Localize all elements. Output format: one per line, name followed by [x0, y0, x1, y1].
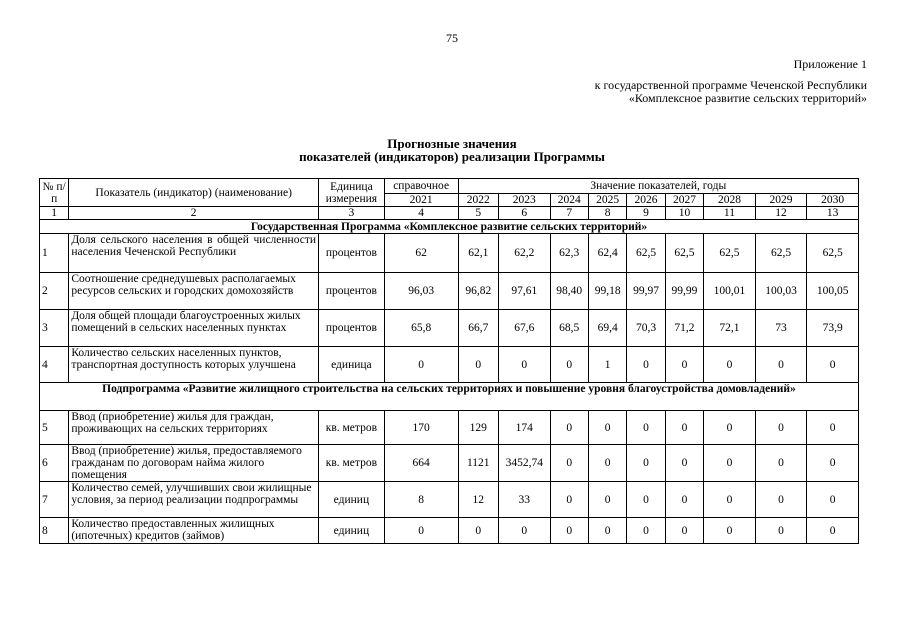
- year-value: 0: [458, 347, 498, 383]
- year-value: 62,5: [755, 234, 807, 273]
- table-row: [40, 482, 859, 518]
- table-row: [40, 347, 859, 383]
- year-value: 62,5: [665, 234, 703, 273]
- year-value: 0: [807, 482, 859, 518]
- indicator-name: Количество предоставленных жилищных (ипотечных) кредитов (займов): [69, 518, 319, 544]
- year-value: 0: [704, 482, 756, 518]
- year-value: 0: [550, 518, 588, 544]
- year-value: 0: [665, 347, 703, 383]
- year-value: 0: [588, 411, 626, 445]
- ref-value: 62: [384, 234, 458, 273]
- appendix-block: [595, 58, 867, 105]
- column-number: 2: [69, 207, 319, 220]
- year-value: 0: [588, 445, 626, 482]
- year-value: 96,82: [458, 273, 498, 310]
- indicator-name: Соотношение среднедушевых располагаемых ресурсов сельских и городских домохозяйств: [69, 273, 319, 310]
- table-row: [40, 310, 859, 347]
- year-value: 0: [498, 518, 550, 544]
- column-number: 8: [588, 207, 626, 220]
- year-value: 69,4: [588, 310, 626, 347]
- column-number: 13: [807, 207, 859, 220]
- ref-value: 0: [384, 518, 458, 544]
- year-value: 0: [755, 482, 807, 518]
- column-number: 12: [755, 207, 807, 220]
- header-name: Показатель (индикатор) (наименование): [69, 179, 319, 207]
- column-number: 7: [550, 207, 588, 220]
- year-value: 97,61: [498, 273, 550, 310]
- row-number: 4: [40, 347, 69, 383]
- year-value: 72,1: [704, 310, 756, 347]
- year-value: 0: [627, 347, 665, 383]
- header-year: 2028: [704, 194, 756, 207]
- year-value: 62,2: [498, 234, 550, 273]
- year-value: 0: [665, 445, 703, 482]
- year-value: 0: [704, 411, 756, 445]
- table-row: [40, 411, 859, 445]
- title-line-1: Прогнозные значения: [387, 136, 517, 151]
- year-value: 0: [627, 445, 665, 482]
- header-values-group: Значение показателей, годы: [458, 179, 858, 194]
- ref-value: 170: [384, 411, 458, 445]
- row-number: 2: [40, 273, 69, 310]
- document-title: [0, 137, 904, 163]
- ref-value: 0: [384, 347, 458, 383]
- year-value: 3452,74: [498, 445, 550, 482]
- column-number: 11: [704, 207, 756, 220]
- year-value: 0: [588, 518, 626, 544]
- year-value: 0: [665, 411, 703, 445]
- year-value: 73,9: [807, 310, 859, 347]
- year-value: 62,4: [588, 234, 626, 273]
- year-value: 0: [627, 411, 665, 445]
- year-value: 100,05: [807, 273, 859, 310]
- year-value: 0: [627, 482, 665, 518]
- ref-value: 65,8: [384, 310, 458, 347]
- subprogram-title: Подпрограмма «Развитие жилищного строительства на сельских территориях и повышение уровня благоустройства домовладений»: [40, 383, 859, 411]
- column-number: 4: [384, 207, 458, 220]
- row-number: 1: [40, 234, 69, 273]
- program-title: Государственная Программа «Комплексное развитие сельских территорий»: [40, 220, 859, 234]
- year-value: 0: [755, 445, 807, 482]
- year-value: 0: [807, 518, 859, 544]
- column-number: 6: [498, 207, 550, 220]
- unit-cell: единиц: [319, 518, 385, 544]
- unit-cell: кв. метров: [319, 411, 385, 445]
- year-value: 0: [498, 347, 550, 383]
- year-value: 66,7: [458, 310, 498, 347]
- year-value: 174: [498, 411, 550, 445]
- appendix-line-2: «Комплексное развитие сельских территорий»: [628, 91, 867, 105]
- row-number: 6: [40, 445, 69, 482]
- ref-value: 664: [384, 445, 458, 482]
- column-number: 10: [665, 207, 703, 220]
- header-ref-year: 2021: [384, 194, 458, 207]
- unit-cell: процентов: [319, 310, 385, 347]
- year-value: 0: [704, 445, 756, 482]
- year-value: 62,5: [627, 234, 665, 273]
- unit-cell: единица: [319, 347, 385, 383]
- year-value: 0: [458, 518, 498, 544]
- indicators-table: [39, 178, 859, 544]
- year-value: 99,18: [588, 273, 626, 310]
- program-row: [40, 220, 859, 234]
- indicator-name: Ввод (приобретение) жилья, предоставляемого гражданам по договорам найма жилого помещения: [69, 445, 319, 482]
- year-value: 0: [588, 482, 626, 518]
- ref-value: 96,03: [384, 273, 458, 310]
- table-row: [40, 273, 859, 310]
- header-year: 2025: [588, 194, 626, 207]
- indicator-name: Количество сельских населенных пунктов, транспортная доступность которых улучшена: [69, 347, 319, 383]
- unit-cell: процентов: [319, 273, 385, 310]
- indicator-name: Доля общей площади благоустроенных жилых помещений в сельских населенных пунктах: [69, 310, 319, 347]
- year-value: 99,97: [627, 273, 665, 310]
- indicator-name: Ввод (приобретение) жилья для граждан, проживающих на сельских территориях: [69, 411, 319, 445]
- column-number: 5: [458, 207, 498, 220]
- appendix-title: Приложение 1: [793, 57, 867, 71]
- header-unit: Единица измерения: [319, 179, 385, 207]
- year-value: 68,5: [550, 310, 588, 347]
- title-line-2: показателей (индикаторов) реализации Программы: [299, 149, 605, 164]
- header-year: 2029: [755, 194, 807, 207]
- unit-cell: кв. метров: [319, 445, 385, 482]
- year-value: 62,5: [807, 234, 859, 273]
- year-value: 0: [807, 347, 859, 383]
- row-number: 7: [40, 482, 69, 518]
- year-value: 0: [755, 411, 807, 445]
- year-value: 62,1: [458, 234, 498, 273]
- year-value: 99,99: [665, 273, 703, 310]
- header-ref-label: справочное: [384, 179, 458, 194]
- year-value: 0: [550, 411, 588, 445]
- year-value: 0: [550, 482, 588, 518]
- year-value: 62,5: [704, 234, 756, 273]
- header-year: 2026: [627, 194, 665, 207]
- column-numbers-row: [40, 207, 859, 220]
- indicator-name: Доля сельского населения в общей численности населения Чеченской Республики: [69, 234, 319, 273]
- year-value: 0: [627, 518, 665, 544]
- year-value: 0: [550, 445, 588, 482]
- year-value: 0: [704, 347, 756, 383]
- year-value: 33: [498, 482, 550, 518]
- year-value: 0: [665, 482, 703, 518]
- header-year: 2027: [665, 194, 703, 207]
- subprogram-row: [40, 383, 859, 411]
- year-value: 98,40: [550, 273, 588, 310]
- year-value: 0: [755, 518, 807, 544]
- header-year: 2023: [498, 194, 550, 207]
- year-value: 1: [588, 347, 626, 383]
- header-year: 2024: [550, 194, 588, 207]
- row-number: 5: [40, 411, 69, 445]
- year-value: 0: [807, 445, 859, 482]
- year-value: 100,03: [755, 273, 807, 310]
- year-value: 0: [550, 347, 588, 383]
- indicator-name: Количество семей, улучшивших свои жилищные условия, за период реализации подпрограммы: [69, 482, 319, 518]
- column-number: 1: [40, 207, 69, 220]
- header-year: 2030: [807, 194, 859, 207]
- header-row-1: [40, 179, 859, 194]
- table-row: [40, 234, 859, 273]
- year-value: 73: [755, 310, 807, 347]
- year-value: 67,6: [498, 310, 550, 347]
- year-value: 0: [665, 518, 703, 544]
- year-value: 129: [458, 411, 498, 445]
- appendix-line-1: к государственной программе Чеченской Республики: [594, 78, 867, 92]
- header-year: 2022: [458, 194, 498, 207]
- year-value: 62,3: [550, 234, 588, 273]
- unit-cell: единиц: [319, 482, 385, 518]
- column-number: 9: [627, 207, 665, 220]
- year-value: 70,3: [627, 310, 665, 347]
- year-value: 100,01: [704, 273, 756, 310]
- year-value: 0: [704, 518, 756, 544]
- page-number: 75: [446, 31, 458, 45]
- table-row: [40, 445, 859, 482]
- table-body: [40, 179, 859, 544]
- year-value: 12: [458, 482, 498, 518]
- row-number: 3: [40, 310, 69, 347]
- row-number: 8: [40, 518, 69, 544]
- unit-cell: процентов: [319, 234, 385, 273]
- year-value: 0: [755, 347, 807, 383]
- year-value: 0: [807, 411, 859, 445]
- year-value: 71,2: [665, 310, 703, 347]
- ref-value: 8: [384, 482, 458, 518]
- header-num: № п/п: [40, 179, 69, 207]
- table-row: [40, 518, 859, 544]
- column-number: 3: [319, 207, 385, 220]
- year-value: 1121: [458, 445, 498, 482]
